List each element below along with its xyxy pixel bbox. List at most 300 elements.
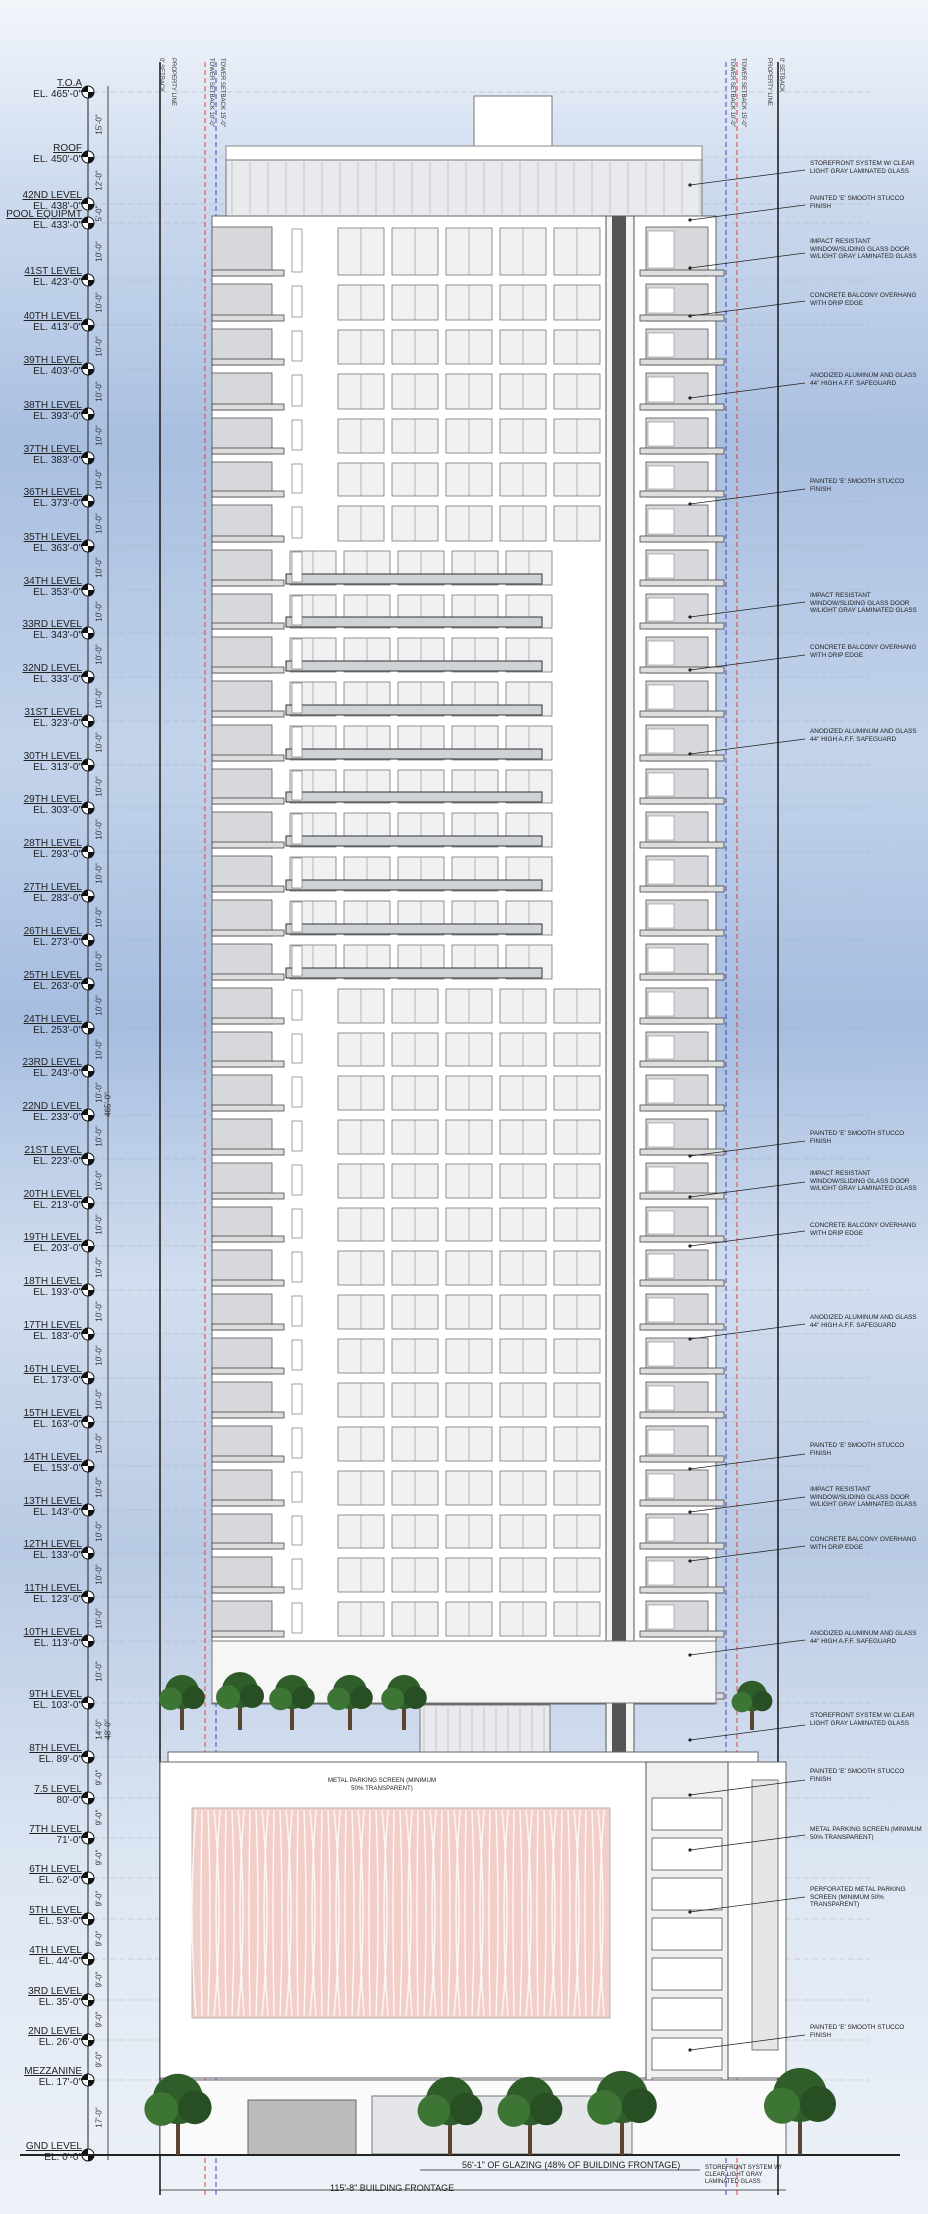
- level-label: [0, 576, 82, 598]
- callout-dot-16: [688, 1653, 691, 1656]
- overall-dimension: 465'-0": [103, 1092, 113, 1117]
- left-balcony-slab: [212, 1018, 284, 1024]
- floor-height-dimension: 14'-0": [94, 1719, 104, 1740]
- right-balcony-slab: [640, 755, 724, 761]
- street-tree: [530, 2093, 562, 2125]
- narrow-window: [292, 1340, 302, 1370]
- right-window: [648, 1430, 674, 1454]
- level-name: 42ND LEVEL: [22, 190, 82, 201]
- narrow-window: [292, 420, 302, 450]
- level-name: 27TH LEVEL: [23, 882, 82, 893]
- right-balcony-slab: [640, 1149, 724, 1155]
- right-window: [648, 1036, 674, 1059]
- left-balcony-slab: [212, 1543, 284, 1549]
- callout-dot-21: [688, 2048, 691, 2051]
- parking-screen-label: METAL PARKING SCREEN (MINIMUM 50% TRANSPARENT): [327, 1777, 437, 1792]
- level-elevation: EL. 89'-0": [38, 1754, 82, 1765]
- level-name: 33RD LEVEL: [22, 619, 82, 630]
- floor-height-dimension: 10'-0": [94, 995, 104, 1016]
- right-balcony-slab: [640, 1280, 724, 1286]
- narrow-window: [292, 639, 302, 669]
- right-window: [648, 231, 674, 268]
- level-elevation: EL. 44'-0": [38, 1956, 82, 1967]
- level-elevation: EL. 438'-0": [33, 201, 82, 212]
- level-elevation: EL. 465'-0": [33, 89, 82, 100]
- wide-balcony-rail: [286, 749, 542, 759]
- setback-label: PROPERTY LINE: [170, 58, 176, 106]
- right-balcony-slab: [640, 359, 724, 365]
- level-label: [0, 311, 82, 333]
- level-label: [0, 209, 82, 231]
- level-elevation: EL. 343'-0": [33, 630, 82, 641]
- level-label: [0, 1905, 82, 1927]
- level-elevation: EL. 62'-0": [38, 1875, 82, 1886]
- floor-height-dimension: 10'-0": [94, 380, 104, 402]
- narrow-window: [292, 1034, 302, 1063]
- right-balcony-slab: [640, 623, 724, 629]
- level-label: [0, 1320, 82, 1342]
- material-callout: CONCRETE BALCONY OVERHANG WITH DRIP EDGE: [810, 644, 917, 659]
- narrow-window: [292, 1296, 302, 1326]
- floor-height-dimension: 10'-0": [94, 951, 104, 972]
- material-callout: PERFORATED METAL PARKING SCREEN (MINIMUM 50% TRANSPARENT): [810, 1886, 906, 1908]
- narrow-window: [292, 1209, 302, 1238]
- level-elevation: EL. 223'-0": [33, 1156, 82, 1167]
- left-balcony-slab: [212, 1412, 284, 1418]
- right-balcony-slab: [640, 1236, 724, 1242]
- floor-height-dimension: 10'-0": [94, 468, 104, 490]
- street-tree: [178, 2091, 212, 2125]
- material-callout: PAINTED 'E' SMOOTH STUCCO FINISH: [810, 195, 905, 210]
- floor-height-dimension: 10'-0": [94, 512, 104, 534]
- level-name: 16TH LEVEL: [23, 1364, 82, 1375]
- right-balcony-slab: [640, 842, 724, 848]
- right-balcony-slab: [640, 448, 724, 454]
- amenity-tree: [327, 1687, 350, 1710]
- level-elevation: EL. 433'-0": [33, 220, 82, 231]
- floor-height-dimension: 17'-0": [94, 2106, 104, 2128]
- floor-height-dimension: 10'-0": [94, 644, 104, 665]
- callout-leader-1: [690, 205, 805, 220]
- level-name: 11TH LEVEL: [24, 1583, 82, 1594]
- callout-dot-20: [688, 1910, 691, 1913]
- level-name: 5TH LEVEL: [29, 1905, 82, 1916]
- left-balcony-slab: [212, 1324, 284, 1330]
- right-balcony-slab: [640, 491, 724, 497]
- level-name: 26TH LEVEL: [23, 926, 82, 937]
- left-balcony-slab: [212, 270, 284, 276]
- material-callout: ANODIZED ALUMINUM AND GLASS 44" HIGH A.F.F. SAFEGUARD: [810, 1630, 917, 1645]
- level-name: 7TH LEVEL: [29, 1824, 82, 1835]
- floor-height-dimension: 10'-0": [94, 1661, 104, 1682]
- material-callout: PAINTED 'E' SMOOTH STUCCO FINISH: [810, 2024, 905, 2039]
- level-elevation: EL. 133'-0": [33, 1550, 82, 1561]
- level-elevation: 71'-0": [56, 1835, 82, 1846]
- floor-height-dimension: 10'-0": [94, 336, 104, 357]
- floor-height-dimension: 10'-0": [94, 775, 104, 797]
- callout-leader-17: [690, 1725, 805, 1740]
- left-balcony-slab: [212, 1587, 284, 1593]
- floor-height-dimension: 10'-0": [94, 1345, 104, 1366]
- amenity-tree: [159, 1687, 182, 1710]
- right-window: [648, 948, 674, 972]
- level-label: [0, 1452, 82, 1474]
- level-label: [0, 1189, 82, 1211]
- narrow-window: [292, 990, 302, 1020]
- floor-height-dimension: 10'-0": [94, 1433, 104, 1454]
- right-window: [648, 1474, 674, 1498]
- right-window: [648, 904, 674, 928]
- right-window: [648, 288, 674, 313]
- right-balcony-slab: [640, 404, 724, 410]
- amenity-tree: [381, 1687, 404, 1710]
- amenity-tree: [240, 1684, 264, 1708]
- floor-height-dimension: 10'-0": [94, 425, 104, 446]
- level-elevation: EL. 393'-0": [33, 411, 82, 422]
- level-elevation: EL. 413'-0": [33, 322, 82, 333]
- level-label: [0, 1627, 82, 1649]
- frontage-dimension: 115'-8" BUILDING FRONTAGE: [330, 2183, 455, 2193]
- level-label: [0, 2026, 82, 2048]
- right-window: [648, 773, 674, 796]
- callout-dot-6: [688, 615, 691, 618]
- level-elevation: EL. 403'-0": [33, 366, 82, 377]
- callout-dot-15: [688, 1559, 691, 1562]
- level-name: 14TH LEVEL: [23, 1452, 82, 1463]
- narrow-window: [292, 814, 302, 844]
- podium-right-bay: [652, 1918, 722, 1950]
- level-label: [0, 487, 82, 509]
- floor-height-dimension: 10'-0": [94, 1126, 104, 1147]
- right-balcony-slab: [640, 886, 724, 892]
- right-balcony-slab: [640, 315, 724, 321]
- floor-height-dimension: 10'-0": [94, 1301, 104, 1322]
- level-label: [0, 1539, 82, 1561]
- callout-dot-10: [688, 1195, 691, 1198]
- level-name: 2ND LEVEL: [28, 2026, 82, 2037]
- right-balcony-slab: [640, 1456, 724, 1462]
- callout-leader-0: [690, 170, 805, 185]
- right-balcony-slab: [640, 270, 724, 276]
- level-name: 20TH LEVEL: [23, 1189, 82, 1200]
- narrow-window: [292, 375, 302, 406]
- right-window: [648, 860, 674, 884]
- level-name: 31ST LEVEL: [24, 707, 82, 718]
- narrow-window: [292, 229, 302, 272]
- level-name: 29TH LEVEL: [23, 794, 82, 805]
- left-balcony-slab: [212, 448, 284, 454]
- side-screen: [752, 1780, 778, 2050]
- level-name: 30TH LEVEL: [23, 751, 82, 762]
- level-name: 19TH LEVEL: [23, 1232, 82, 1243]
- level-label: [0, 1689, 82, 1711]
- level-elevation: EL. 53'-0": [38, 1916, 82, 1927]
- level-elevation: EL. 233'-0": [33, 1112, 82, 1123]
- narrow-window: [292, 1077, 302, 1107]
- level-name: 36TH LEVEL: [23, 487, 82, 498]
- level-elevation: EL. 303'-0": [33, 805, 82, 816]
- level-label: [0, 1145, 82, 1167]
- level-elevation: EL. 153'-0": [33, 1463, 82, 1474]
- narrow-window: [292, 1428, 302, 1458]
- callout-dot-14: [688, 1510, 691, 1513]
- right-balcony-slab: [640, 1105, 724, 1111]
- podium-cap: [168, 1752, 758, 1762]
- penthouse-box: [474, 96, 552, 146]
- right-window: [648, 1123, 674, 1147]
- level-label: [0, 2141, 82, 2163]
- material-callout: IMPACT RESISTANT WINDOW/SLIDING GLASS DOOR W/LIGHT GRAY LAMINATED GLASS: [810, 592, 917, 614]
- material-callout: CONCRETE BALCONY OVERHANG WITH DRIP EDGE: [810, 1536, 917, 1551]
- level-elevation: EL. 273'-0": [33, 937, 82, 948]
- street-tree: [800, 2086, 836, 2122]
- floor-height-dimension: 10'-0": [94, 1564, 104, 1585]
- left-balcony-slab: [212, 623, 284, 629]
- storefront-callout: STOREFRONT SYSTEM W/ CLEAR LIGHT GRAY LAMINATED GLASS: [705, 2165, 782, 2185]
- level-elevation: EL. 313'-0": [33, 762, 82, 773]
- level-label: [0, 1583, 82, 1605]
- level-label: [0, 400, 82, 422]
- right-balcony-slab: [640, 798, 724, 804]
- left-balcony-slab: [212, 667, 284, 673]
- callout-dot-4: [688, 396, 691, 399]
- level-name: 15TH LEVEL: [23, 1408, 82, 1419]
- material-callout: ANODIZED ALUMINUM AND GLASS 44" HIGH A.F.F. SAFEGUARD: [810, 728, 917, 743]
- level-name: 17TH LEVEL: [23, 1320, 82, 1331]
- right-window: [648, 816, 674, 840]
- wide-balcony-rail: [286, 661, 542, 671]
- level-name: MEZZANINE: [24, 2066, 82, 2077]
- floor-height-dimension: 10'-0": [94, 1257, 104, 1278]
- street-tree: [498, 2095, 530, 2127]
- right-window: [648, 1167, 674, 1191]
- floor-height-dimension: 10'-0": [94, 1170, 104, 1191]
- right-window: [648, 1298, 674, 1322]
- right-window: [648, 641, 674, 665]
- level-name: 4TH LEVEL: [29, 1945, 82, 1956]
- level-label: [0, 1014, 82, 1036]
- floor-height-dimension: 10'-0": [94, 1038, 104, 1060]
- level-name: POOL EQUIPMT: [6, 209, 82, 220]
- level-label: [0, 794, 82, 816]
- callout-dot-0: [688, 183, 691, 186]
- material-callout: STOREFRONT SYSTEM W/ CLEAR LIGHT GRAY LAMINATED GLASS: [810, 160, 915, 175]
- left-balcony-slab: [212, 1061, 284, 1067]
- narrow-window: [292, 507, 302, 538]
- street-tree: [587, 2090, 622, 2125]
- level-label: [0, 882, 82, 904]
- narrow-window: [292, 1252, 302, 1282]
- right-balcony-slab: [640, 580, 724, 586]
- level-name: 34TH LEVEL: [23, 576, 82, 587]
- left-balcony-slab: [212, 580, 284, 586]
- wide-balcony-rail: [286, 574, 542, 584]
- level-name: T.O.A: [56, 78, 82, 89]
- setback-label: TOWER SETBACK 10'-0": [208, 58, 214, 127]
- level-elevation: EL. 0'-0": [44, 2152, 82, 2163]
- amenity-tree: [732, 1692, 752, 1712]
- floor-height-dimension: 9'-0": [94, 1769, 104, 1785]
- level-elevation: EL. 363'-0": [33, 543, 82, 554]
- wide-balcony-rail: [286, 792, 542, 802]
- narrow-window: [292, 1384, 302, 1414]
- wide-balcony-rail: [286, 880, 542, 890]
- material-callout: STOREFRONT SYSTEM W/ CLEAR LIGHT GRAY LAMINATED GLASS: [810, 1712, 915, 1727]
- material-callout: PAINTED 'E' SMOOTH STUCCO FINISH: [810, 1130, 905, 1145]
- narrow-window: [292, 286, 302, 317]
- right-balcony-slab: [640, 1368, 724, 1374]
- narrow-window: [292, 1165, 302, 1195]
- level-name: 22ND LEVEL: [22, 1101, 82, 1112]
- right-balcony-slab: [640, 1412, 724, 1418]
- right-balcony-slab: [640, 1587, 724, 1593]
- level-elevation: EL. 293'-0": [33, 849, 82, 860]
- narrow-window: [292, 552, 302, 582]
- floor-height-dimension: 10'-0": [94, 600, 104, 622]
- wide-balcony-rail: [286, 924, 542, 934]
- left-balcony-slab: [212, 798, 284, 804]
- left-balcony-slab: [212, 1631, 284, 1637]
- level-elevation: EL. 243'-0": [33, 1068, 82, 1079]
- overall-dimension: 48'-0": [103, 1719, 113, 1740]
- narrow-window: [292, 1121, 302, 1151]
- right-window: [648, 377, 674, 402]
- material-callout: METAL PARKING SCREEN (MINIMUM 50% TRANSPARENT): [810, 1826, 922, 1841]
- right-window: [648, 1561, 674, 1585]
- narrow-window: [292, 727, 302, 757]
- right-balcony-slab: [640, 1324, 724, 1330]
- callout-dot-19: [688, 1848, 691, 1851]
- right-window: [648, 1254, 674, 1278]
- podium-right-bay: [652, 1998, 722, 2030]
- narrow-window: [292, 1516, 302, 1545]
- amenity-tree: [292, 1686, 315, 1709]
- level-label: [0, 926, 82, 948]
- narrow-window: [292, 683, 302, 713]
- narrow-window: [292, 1472, 302, 1502]
- floor-height-dimension: 10'-0": [94, 240, 104, 262]
- setback-label: 0' SETBACK: [158, 58, 164, 93]
- street-tree: [418, 2095, 450, 2127]
- level-label: [0, 355, 82, 377]
- right-window: [648, 685, 674, 709]
- callout-dot-5: [688, 502, 691, 505]
- level-elevation: EL. 203'-0": [33, 1243, 82, 1254]
- level-label: [0, 1057, 82, 1079]
- right-window: [648, 554, 674, 578]
- level-label: [0, 1743, 82, 1765]
- wide-balcony-rail: [286, 617, 542, 627]
- level-label: [0, 663, 82, 685]
- narrow-window: [292, 771, 302, 800]
- floor-height-dimension: 9'-0": [94, 1809, 104, 1826]
- floor-height-dimension: 10'-0": [94, 819, 104, 840]
- level-name: 40TH LEVEL: [23, 311, 82, 322]
- amenity-storefront: [420, 1705, 550, 1753]
- level-label: [0, 78, 82, 100]
- level-label: [0, 532, 82, 554]
- floor-height-dimension: 10'-0": [94, 1082, 104, 1103]
- podium-right-bay: [652, 1878, 722, 1910]
- level-name: 9TH LEVEL: [29, 1689, 82, 1700]
- level-name: 10TH LEVEL: [23, 1627, 82, 1638]
- floor-height-dimension: 10'-0": [94, 907, 104, 928]
- setback-label: TOWER SETBACK 15'-0": [219, 58, 225, 127]
- setback-label: TOWER SETBACK 15'-0": [740, 58, 746, 127]
- level-elevation: 80'-0": [56, 1795, 82, 1806]
- material-callout: IMPACT RESISTANT WINDOW/SLIDING GLASS DOOR W/LIGHT GRAY LAMINATED GLASS: [810, 1486, 917, 1508]
- level-elevation: EL. 353'-0": [33, 587, 82, 598]
- material-callout: PAINTED 'E' SMOOTH STUCCO FINISH: [810, 1768, 905, 1783]
- material-callout: CONCRETE BALCONY OVERHANG WITH DRIP EDGE: [810, 1222, 917, 1237]
- narrow-window: [292, 331, 302, 361]
- floor-height-dimension: 10'-0": [94, 688, 104, 709]
- right-balcony-slab: [640, 974, 724, 980]
- left-balcony-slab: [212, 404, 284, 410]
- left-balcony-slab: [212, 1368, 284, 1374]
- level-elevation: EL. 450'-0": [33, 154, 82, 165]
- right-balcony-slab: [640, 711, 724, 717]
- level-name: 39TH LEVEL: [23, 355, 82, 366]
- level-name: 18TH LEVEL: [23, 1276, 82, 1287]
- floor-height-dimension: 9'-0": [94, 1971, 104, 1987]
- callout-dot-9: [688, 1154, 691, 1157]
- floor-height-dimension: 12'-0": [94, 169, 104, 191]
- level-elevation: EL. 173'-0": [33, 1375, 82, 1386]
- level-name: 6TH LEVEL: [29, 1864, 82, 1875]
- right-balcony-slab: [640, 930, 724, 936]
- left-balcony-slab: [212, 315, 284, 321]
- level-elevation: EL. 183'-0": [33, 1331, 82, 1342]
- left-balcony-slab: [212, 1193, 284, 1199]
- level-name: GND LEVEL: [25, 2141, 82, 2152]
- left-balcony-slab: [212, 1456, 284, 1462]
- material-callout: PAINTED 'E' SMOOTH STUCCO FINISH: [810, 1442, 905, 1457]
- callout-dot-17: [688, 1738, 691, 1741]
- level-elevation: EL. 383'-0": [33, 455, 82, 466]
- level-label: [0, 444, 82, 466]
- right-balcony-slab: [640, 667, 724, 673]
- right-window: [648, 598, 674, 621]
- amenity-tree: [182, 1686, 205, 1709]
- narrow-window: [292, 902, 302, 932]
- right-balcony-slab: [640, 1543, 724, 1549]
- left-balcony-slab: [212, 842, 284, 848]
- level-name: ROOF: [53, 143, 82, 154]
- wide-balcony-rail: [286, 705, 542, 715]
- amenity-tree: [269, 1687, 292, 1710]
- narrow-window: [292, 1559, 302, 1589]
- right-window: [648, 1342, 674, 1366]
- level-elevation: EL. 143'-0": [33, 1507, 82, 1518]
- level-elevation: EL. 423'-0": [33, 277, 82, 288]
- setback-label: TOWER SETBACK 10'-0": [729, 58, 735, 127]
- level-name: 21ST LEVEL: [24, 1145, 82, 1156]
- level-elevation: EL. 253'-0": [33, 1025, 82, 1036]
- right-balcony-slab: [640, 1631, 724, 1637]
- level-elevation: EL. 17'-0": [38, 2077, 82, 2088]
- callout-dot-13: [688, 1467, 691, 1470]
- narrow-window: [292, 858, 302, 888]
- level-elevation: EL. 283'-0": [33, 893, 82, 904]
- right-window: [648, 1386, 674, 1410]
- level-name: 41ST LEVEL: [24, 266, 82, 277]
- floor-height-dimension: 10'-0": [94, 1608, 104, 1629]
- left-balcony-slab: [212, 974, 284, 980]
- level-label: [0, 1408, 82, 1430]
- right-window: [648, 422, 674, 446]
- level-elevation: EL. 113'-0": [33, 1638, 82, 1649]
